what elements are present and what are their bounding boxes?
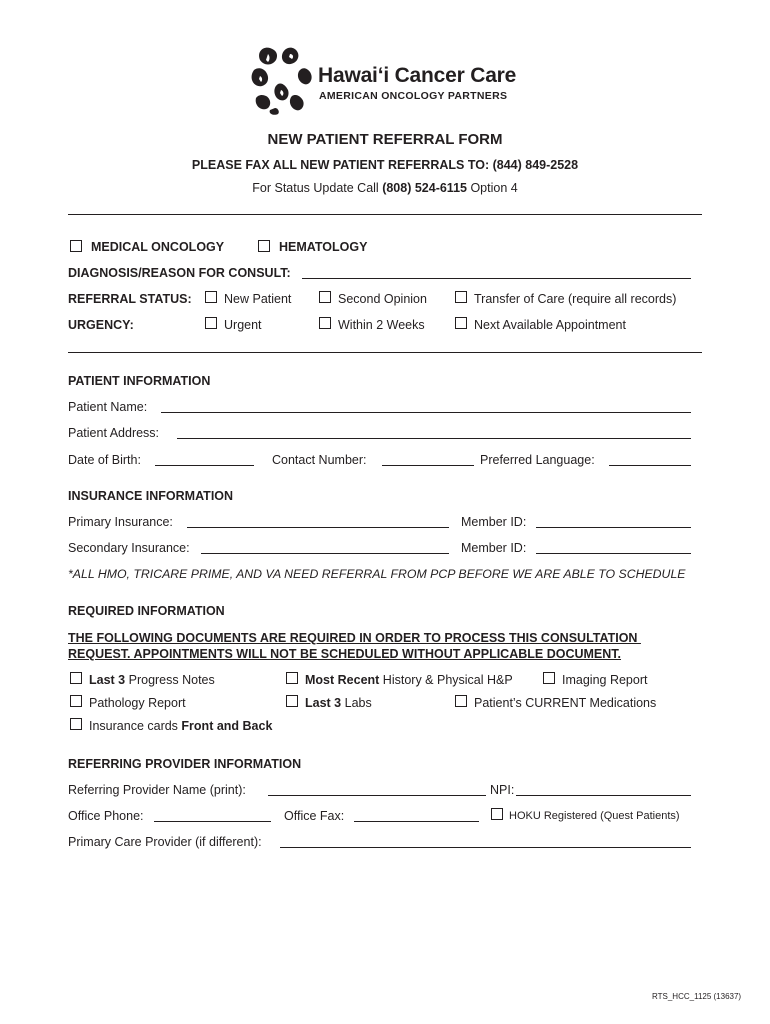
progress-notes-text: Progress Notes <box>125 673 215 687</box>
current-medications-checkbox[interactable] <box>455 695 467 707</box>
primary-member-id-field[interactable] <box>536 515 691 528</box>
status-phone: (808) 524-6115 <box>382 181 467 195</box>
preferred-language-label: Preferred Language: <box>480 453 595 467</box>
flower-logo-icon <box>248 44 314 116</box>
divider <box>68 214 702 215</box>
provider-info-heading: REFERRING PROVIDER INFORMATION <box>68 757 302 771</box>
status-line <box>0 181 770 195</box>
diagnosis-field[interactable] <box>302 266 691 279</box>
office-fax-field[interactable] <box>354 809 479 822</box>
within-2-weeks-checkbox[interactable] <box>319 317 331 329</box>
history-physical-label <box>305 673 513 687</box>
labs-text: Labs <box>341 696 372 710</box>
secondary-member-id-label: Member ID: <box>461 541 527 555</box>
progress-notes-label <box>89 673 215 687</box>
current-medications-label: Patient’s CURRENT Medications <box>474 696 657 710</box>
dob-field[interactable] <box>155 453 254 466</box>
insurance-info-heading: INSURANCE INFORMATION <box>68 489 234 503</box>
secondary-insurance-label: Secondary Insurance: <box>68 541 190 555</box>
provider-name-field[interactable] <box>268 783 486 796</box>
front-back-bold: Front and Back <box>181 719 273 733</box>
within-2-weeks-label: Within 2 Weeks <box>338 318 425 332</box>
divider <box>68 352 702 353</box>
primary-member-id-label: Member ID: <box>461 515 527 529</box>
urgent-checkbox[interactable] <box>205 317 217 329</box>
secondary-member-id-field[interactable] <box>536 541 691 554</box>
office-phone-label: Office Phone: <box>68 809 144 823</box>
status-prefix: For Status Update Call <box>252 181 383 195</box>
fax-instructions: PLEASE FAX ALL NEW PATIENT REFERRALS TO: (844) 849-2528 <box>191 158 579 172</box>
labs-label <box>305 696 372 710</box>
next-available-checkbox[interactable] <box>455 317 467 329</box>
patient-name-label: Patient Name: <box>68 400 148 414</box>
contact-number-field[interactable] <box>382 453 474 466</box>
medical-oncology-checkbox[interactable] <box>70 240 82 252</box>
logo-subtitle: AMERICAN ONCOLOGY PARTNERS <box>319 90 508 102</box>
diagnosis-label: DIAGNOSIS/REASON FOR CONSULT: <box>68 266 291 280</box>
transfer-of-care-label: Transfer of Care (require all records) <box>474 292 677 306</box>
imaging-report-label: Imaging Report <box>562 673 648 687</box>
second-opinion-label: Second Opinion <box>338 292 427 306</box>
pathology-report-checkbox[interactable] <box>70 695 82 707</box>
office-fax-label: Office Fax: <box>284 809 345 823</box>
contact-number-label: Contact Number: <box>272 453 367 467</box>
referral-status-label: REFERRAL STATUS: <box>68 292 192 306</box>
npi-label: NPI: <box>490 783 515 797</box>
patient-address-label: Patient Address: <box>68 426 160 440</box>
last3-bold: Last 3 <box>89 673 126 687</box>
new-patient-checkbox[interactable] <box>205 291 217 303</box>
insurance-note: *ALL HMO, TRICARE PRIME, AND VA NEED REFERRAL FROM PCP BEFORE WE ARE ABLE TO SCHEDULE <box>68 567 686 581</box>
required-notice-line2: REQUEST. APPOINTMENTS WILL NOT BE SCHEDULED WITHOUT APPLICABLE DOCUMENT. <box>68 647 622 661</box>
insurance-cards-label <box>89 719 272 733</box>
next-available-label: Next Available Appointment <box>474 318 626 332</box>
hoku-checkbox[interactable] <box>491 808 503 820</box>
dob-label: Date of Birth: <box>68 453 141 467</box>
labs-checkbox[interactable] <box>286 695 298 707</box>
insurance-cards-text: Insurance cards <box>89 719 182 733</box>
pcp-label: Primary Care Provider (if different): <box>68 835 262 849</box>
logo-name: Hawai‘i Cancer Care <box>318 64 517 87</box>
primary-insurance-field[interactable] <box>187 515 449 528</box>
pcp-field[interactable] <box>280 835 691 848</box>
status-suffix: Option 4 <box>466 181 518 195</box>
labs-last3-bold: Last 3 <box>305 696 342 710</box>
insurance-cards-checkbox[interactable] <box>70 718 82 730</box>
history-physical-text: History & Physical H&P <box>379 673 513 687</box>
patient-name-field[interactable] <box>161 400 691 413</box>
medical-oncology-label: MEDICAL ONCOLOGY <box>91 240 225 254</box>
pathology-report-label: Pathology Report <box>89 696 186 710</box>
history-physical-checkbox[interactable] <box>286 672 298 684</box>
transfer-of-care-checkbox[interactable] <box>455 291 467 303</box>
imaging-report-checkbox[interactable] <box>543 672 555 684</box>
most-recent-bold: Most Recent <box>305 673 380 687</box>
form-title: NEW PATIENT REFERRAL FORM <box>267 131 503 148</box>
office-phone-field[interactable] <box>154 809 271 822</box>
provider-name-label: Referring Provider Name (print): <box>68 783 246 797</box>
new-patient-label: New Patient <box>224 292 292 306</box>
required-info-heading: REQUIRED INFORMATION <box>68 604 225 618</box>
required-notice-line1: THE FOLLOWING DOCUMENTS ARE REQUIRED IN ORDER TO PROCESS THIS CONSULTATION <box>68 631 641 645</box>
preferred-language-field[interactable] <box>609 453 691 466</box>
hematology-checkbox[interactable] <box>258 240 270 252</box>
patient-info-heading: PATIENT INFORMATION <box>68 374 211 388</box>
form-code: RTS_HCC_1125 (13637) <box>652 992 742 1001</box>
secondary-insurance-field[interactable] <box>201 541 449 554</box>
hoku-label: HOKU Registered (Quest Patients) <box>509 810 680 822</box>
second-opinion-checkbox[interactable] <box>319 291 331 303</box>
urgency-label: URGENCY: <box>68 318 134 332</box>
primary-insurance-label: Primary Insurance: <box>68 515 173 529</box>
hematology-label: HEMATOLOGY <box>279 240 368 254</box>
patient-address-field[interactable] <box>177 426 691 439</box>
progress-notes-checkbox[interactable] <box>70 672 82 684</box>
npi-field[interactable] <box>516 783 691 796</box>
urgent-label: Urgent <box>224 318 262 332</box>
